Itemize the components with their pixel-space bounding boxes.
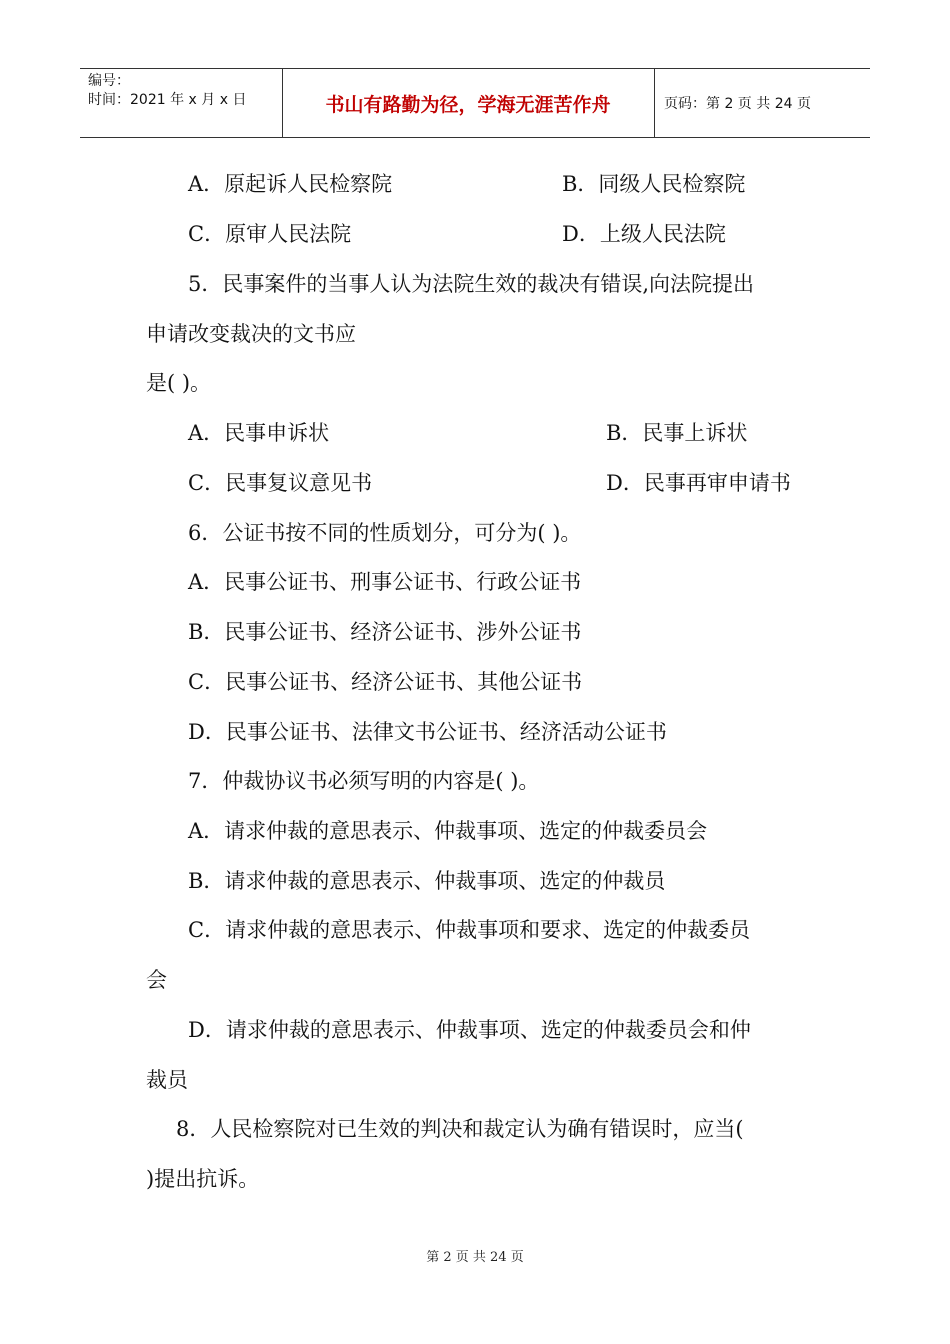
q7-option-a: A．请求仲裁的意思表示、仲裁事项、选定的仲裁委员会 [188, 819, 708, 843]
header-page-number: 页码：第 2 页 共 24 页 [664, 96, 811, 112]
q4-option-c: C．原审人民法院 [188, 222, 352, 246]
q4-option-a: A．原起诉人民检察院 [188, 172, 393, 196]
q5-stem-line2: 申请改变裁决的文书应 [146, 322, 356, 346]
serial-label: 编号： [88, 73, 130, 89]
q6-option-d: D．民事公证书、法律文书公证书、经济活动公证书 [188, 720, 667, 744]
q7-option-b: B．请求仲裁的意思表示、仲裁事项、选定的仲裁员 [188, 869, 666, 893]
date-label: 时间：2021 年 x 月 x 日 [88, 92, 247, 108]
q7-option-d-line2: 裁员 [146, 1068, 188, 1092]
q5-option-b: B．民事上诉状 [606, 421, 748, 445]
q5-option-d: D．民事再审申请书 [606, 471, 791, 495]
q4-option-b: B．同级人民检察院 [562, 172, 746, 196]
page-footer: 第 2 页 共 24 页 [426, 1250, 524, 1265]
q5-stem-line3: 是( )。 [146, 371, 212, 395]
q7-option-c-line1: C．请求仲裁的意思表示、仲裁事项和要求、选定的仲裁委员 [188, 918, 751, 942]
q6-option-c: C．民事公证书、经济公证书、其他公证书 [188, 670, 583, 694]
q5-option-c: C．民事复议意见书 [188, 471, 373, 495]
q6-option-a: A．民事公证书、刑事公证书、行政公证书 [188, 570, 582, 594]
q6-option-b: B．民事公证书、经济公证书、涉外公证书 [188, 620, 582, 644]
q7-stem: 7．仲裁协议书必须写明的内容是( )。 [188, 769, 540, 793]
q5-option-a: A．民事申诉状 [188, 421, 330, 445]
q7-option-c-line2: 会 [146, 968, 167, 992]
q4-option-d: D．上级人民法院 [562, 222, 726, 246]
q5-stem-line1: 5．民事案件的当事人认为法院生效的裁决有错误,向法院提出 [188, 272, 755, 296]
q7-option-d-line1: D．请求仲裁的意思表示、仲裁事项、选定的仲裁委员会和仲 [188, 1018, 751, 1042]
page-header [80, 68, 870, 138]
q8-stem-line2: )提出抗诉。 [146, 1167, 260, 1191]
header-motto: 书山有路勤为径，学海无涯苦作舟 [325, 93, 611, 116]
q8-stem-line1: 8．人民检察院对已生效的判决和裁定认为确有错误时，应当( [176, 1117, 744, 1141]
q6-stem: 6．公证书按不同的性质划分，可分为( )。 [188, 521, 582, 545]
header-divider [654, 69, 655, 137]
header-info [88, 72, 278, 110]
